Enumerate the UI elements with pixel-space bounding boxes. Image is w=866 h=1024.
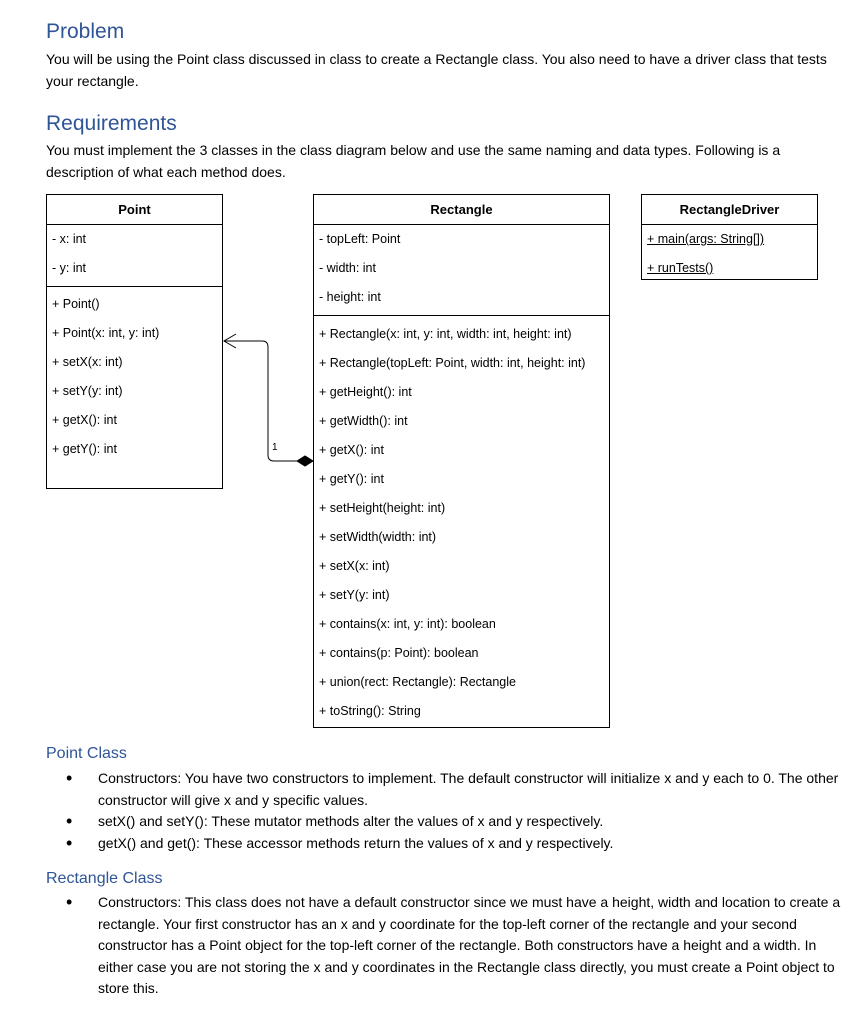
method: + toString(): String xyxy=(319,704,421,718)
attribute: - x: int xyxy=(52,232,87,246)
method: + Point() xyxy=(52,297,100,311)
connector-line xyxy=(224,341,297,461)
method: + Rectangle(topLeft: Point, width: int, height: int) xyxy=(319,356,586,370)
method: + getY(): int xyxy=(319,472,384,486)
method: + getHeight(): int xyxy=(319,385,412,399)
attribute: - height: int xyxy=(319,290,381,304)
composition-diamond xyxy=(297,456,313,466)
list-item: • Constructors: You have two constructors to implement. The default constructor will initialize x and y each to 0. The other constructor will give x and y specific values. xyxy=(64,768,844,811)
method: + setY(y: int) xyxy=(52,384,123,398)
list-item: • Constructors: This class does not have a default constructor since we must have a height, width and location to create a rectangle. Your first constructor has an x and y coordinate for the top-left corner of the rectangle and your second constructor has a Point object for the top-left corner of the rectangle. Both constructors have a height and a width. In either case you are not storing the x and y coordinates in the Rectangle class directly, you must create a Point object to store this. xyxy=(64,892,844,1000)
static-method: + main(args: String[]) xyxy=(647,232,765,246)
rectangle-class-name: Rectangle xyxy=(314,195,609,225)
list-item: • getX() and get(): These accessor methods return the values of x and y respectively. xyxy=(64,833,844,855)
attribute: - y: int xyxy=(52,261,87,275)
list-item: • setX() and setY(): These mutator methods alter the values of x and y respectively. xyxy=(64,811,844,833)
point-class-heading: Point Class xyxy=(46,745,127,762)
method: + getX(): int xyxy=(319,443,384,457)
attribute: - topLeft: Point xyxy=(319,232,401,246)
point-class-name: Point xyxy=(47,195,222,225)
method: + setWidth(width: int) xyxy=(319,530,437,544)
method: + getX(): int xyxy=(52,413,117,427)
method: + contains(x: int, y: int): boolean xyxy=(319,617,496,631)
problem-heading: Problem xyxy=(46,20,125,43)
method: + getY(): int xyxy=(52,442,117,456)
static-method: + runTests() xyxy=(647,261,714,275)
method: + setHeight(height: int) xyxy=(319,501,446,515)
problem-text: You will be using the Point class discussed in class to create a Rectangle class. You also need to have a driver class that tests your rectangle. xyxy=(46,51,827,89)
point-class-bullets xyxy=(64,768,844,854)
requirements-text: You must implement the 3 classes in the class diagram below and use the same naming and data types. Following is a description of what each method does. xyxy=(46,142,781,180)
rectangle-class-heading: Rectangle Class xyxy=(46,870,163,887)
driver-class-name: RectangleDriver xyxy=(642,195,817,225)
method: + setY(y: int) xyxy=(319,588,390,602)
multiplicity-label: 1 xyxy=(272,442,278,453)
rectangle-class-bullets xyxy=(64,892,844,1000)
method: + Point(x: int, y: int) xyxy=(52,326,160,340)
method: + Rectangle(x: int, y: int, width: int, height: int) xyxy=(319,327,572,341)
method: + setX(x: int) xyxy=(52,355,123,369)
attribute: - width: int xyxy=(319,261,376,275)
method: + union(rect: Rectangle): Rectangle xyxy=(319,675,516,689)
method: + setX(x: int) xyxy=(319,559,390,573)
method: + getWidth(): int xyxy=(319,414,408,428)
requirements-heading: Requirements xyxy=(46,112,177,135)
method: + contains(p: Point): boolean xyxy=(319,646,479,660)
